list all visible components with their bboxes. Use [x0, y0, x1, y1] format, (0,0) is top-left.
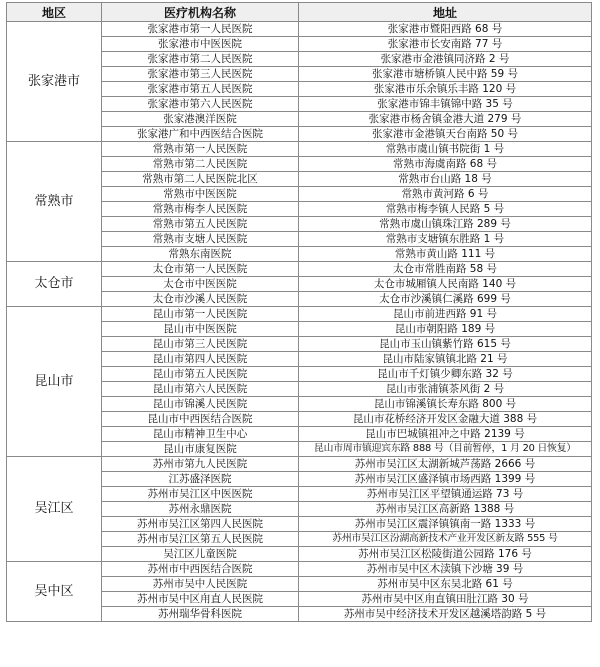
address-cell: 常熟市台山路 18 号 — [299, 172, 592, 187]
hospital-name-cell: 张家港广和中西医结合医院 — [102, 127, 299, 142]
address-cell: 苏州市吴江区高新路 1388 号 — [299, 502, 592, 517]
address-cell: 苏州市吴江区汾湖高新技术产业开发区新友路 555 号 — [299, 532, 592, 547]
address-cell: 昆山市张浦镇茶风街 2 号 — [299, 382, 592, 397]
address-cell: 苏州市吴江区震泽镇镇南一路 1333 号 — [299, 517, 592, 532]
hospital-name-cell: 苏州市吴中区甪直人民医院 — [102, 592, 299, 607]
table-row — [7, 562, 592, 577]
hospital-name-cell: 苏州市吴江区第四人民医院 — [102, 517, 299, 532]
address-cell: 苏州市吴中区甪直镇田肚江路 30 号 — [299, 592, 592, 607]
hospital-name-cell: 昆山市第三人民医院 — [102, 337, 299, 352]
hospital-name-cell: 昆山市第六人民医院 — [102, 382, 299, 397]
table-row — [7, 142, 592, 157]
hospital-name-cell: 苏州市吴江区中医医院 — [102, 487, 299, 502]
table-row — [7, 262, 592, 277]
hospital-name-cell: 张家港市第三人民医院 — [102, 67, 299, 82]
hospital-name-cell: 张家港市第一人民医院 — [102, 22, 299, 37]
address-cell: 苏州市吴中区木渎镇下沙塘 39 号 — [299, 562, 592, 577]
address-cell: 昆山市陆家镇镇北路 21 号 — [299, 352, 592, 367]
region-cell: 张家港市 — [7, 22, 102, 142]
hospital-name-cell: 苏州市吴中人民医院 — [102, 577, 299, 592]
address-cell: 昆山市巴城镇祖冲之中路 2139 号 — [299, 427, 592, 442]
address-cell: 昆山市千灯镇少卿东路 32 号 — [299, 367, 592, 382]
address-cell: 张家港市乐余镇乐丰路 120 号 — [299, 82, 592, 97]
hospital-name-cell: 昆山市康复医院 — [102, 442, 299, 457]
hospital-name-cell: 昆山市中西医结合医院 — [102, 412, 299, 427]
table-body — [7, 22, 592, 622]
hospital-name-cell: 昆山市第四人民医院 — [102, 352, 299, 367]
address-cell: 张家港市长安南路 77 号 — [299, 37, 592, 52]
address-cell: 常熟市海虞南路 68 号 — [299, 157, 592, 172]
table-row — [7, 457, 592, 472]
hospital-name-cell: 太仓市沙溪人民医院 — [102, 292, 299, 307]
hospital-name-cell: 苏州市中西医结合医院 — [102, 562, 299, 577]
table-header — [7, 3, 592, 22]
hospital-name-cell: 太仓市中医医院 — [102, 277, 299, 292]
header-region: 地区 — [7, 3, 102, 22]
address-cell: 昆山市前进西路 91 号 — [299, 307, 592, 322]
table-row — [7, 22, 592, 37]
address-cell: 常熟市虞山镇珠江路 289 号 — [299, 217, 592, 232]
address-cell: 昆山市朝阳路 189 号 — [299, 322, 592, 337]
address-cell: 张家港市金港镇天台南路 50 号 — [299, 127, 592, 142]
address-cell: 张家港市塘桥镇人民中路 59 号 — [299, 67, 592, 82]
address-cell: 常熟市虞山镇书院街 1 号 — [299, 142, 592, 157]
hospital-name-cell: 昆山市精神卫生中心 — [102, 427, 299, 442]
hospital-name-cell: 昆山市第一人民医院 — [102, 307, 299, 322]
hospital-name-cell: 苏州市吴江区第五人民医院 — [102, 532, 299, 547]
header-row — [7, 3, 592, 22]
hospital-name-cell: 常熟市支塘人民医院 — [102, 232, 299, 247]
address-cell: 常熟市黄山路 111 号 — [299, 247, 592, 262]
address-cell: 苏州市吴中经济技术开发区越溪塔韵路 5 号 — [299, 607, 592, 622]
address-cell: 太仓市常胜南路 58 号 — [299, 262, 592, 277]
hospital-name-cell: 太仓市第一人民医院 — [102, 262, 299, 277]
address-cell: 常熟市黄河路 6 号 — [299, 187, 592, 202]
hospital-name-cell: 常熟市梅李人民医院 — [102, 202, 299, 217]
address-cell: 苏州市吴中区东吴北路 61 号 — [299, 577, 592, 592]
address-cell: 太仓市沙溪镇仁溪路 699 号 — [299, 292, 592, 307]
address-cell: 苏州市吴江区平望镇通运路 73 号 — [299, 487, 592, 502]
address-cell: 常熟市梅李镇人民路 5 号 — [299, 202, 592, 217]
address-cell: 张家港市锦丰镇锦中路 35 号 — [299, 97, 592, 112]
region-cell: 吴江区 — [7, 457, 102, 562]
table-row — [7, 307, 592, 322]
address-cell: 苏州市吴江区松陵街道公园路 176 号 — [299, 547, 592, 562]
hospital-name-cell: 常熟市中医医院 — [102, 187, 299, 202]
address-cell: 张家港市杨舍镇金港大道 279 号 — [299, 112, 592, 127]
hospital-name-cell: 苏州永鼎医院 — [102, 502, 299, 517]
address-cell: 太仓市城厢镇人民南路 140 号 — [299, 277, 592, 292]
hospital-name-cell: 常熟市第二人民医院 — [102, 157, 299, 172]
hospital-table — [6, 2, 592, 622]
address-cell: 昆山市锦溪镇长寿东路 800 号 — [299, 397, 592, 412]
hospital-name-cell: 张家港市中医医院 — [102, 37, 299, 52]
header-name: 医疗机构名称 — [102, 3, 299, 22]
hospital-name-cell: 苏州瑞华骨科医院 — [102, 607, 299, 622]
hospital-name-cell: 张家港市第五人民医院 — [102, 82, 299, 97]
hospital-name-cell: 昆山市中医医院 — [102, 322, 299, 337]
address-cell: 苏州市吴江区盛泽镇市场西路 1399 号 — [299, 472, 592, 487]
hospital-name-cell: 常熟市第五人民医院 — [102, 217, 299, 232]
address-cell: 昆山市花桥经济开发区金融大道 388 号 — [299, 412, 592, 427]
hospital-name-cell: 昆山市第五人民医院 — [102, 367, 299, 382]
hospital-name-cell: 张家港市第六人民医院 — [102, 97, 299, 112]
region-cell: 吴中区 — [7, 562, 102, 622]
hospital-name-cell: 张家港市第二人民医院 — [102, 52, 299, 67]
hospital-name-cell: 昆山市锦溪人民医院 — [102, 397, 299, 412]
hospital-name-cell: 江苏盛泽医院 — [102, 472, 299, 487]
address-cell: 昆山市玉山镇紫竹路 615 号 — [299, 337, 592, 352]
hospital-name-cell: 常熟市第一人民医院 — [102, 142, 299, 157]
address-cell: 常熟市支塘镇东胜路 1 号 — [299, 232, 592, 247]
address-cell: 昆山市周市镇迎宾东路 888 号（目前暂停，1 月 20 日恢复） — [299, 442, 592, 457]
address-cell: 苏州市吴江区太湖新城芦荡路 2666 号 — [299, 457, 592, 472]
hospital-name-cell: 常熟市第二人民医院北区 — [102, 172, 299, 187]
region-cell: 昆山市 — [7, 307, 102, 457]
region-cell: 常熟市 — [7, 142, 102, 262]
header-address: 地址 — [299, 3, 592, 22]
hospital-name-cell: 吴江区儿童医院 — [102, 547, 299, 562]
address-cell: 张家港市暨阳西路 68 号 — [299, 22, 592, 37]
hospital-name-cell: 苏州市第九人民医院 — [102, 457, 299, 472]
hospital-table-container — [6, 2, 592, 622]
hospital-name-cell: 常熟东南医院 — [102, 247, 299, 262]
hospital-name-cell: 张家港澳洋医院 — [102, 112, 299, 127]
region-cell: 太仓市 — [7, 262, 102, 307]
address-cell: 张家港市金港镇同济路 2 号 — [299, 52, 592, 67]
